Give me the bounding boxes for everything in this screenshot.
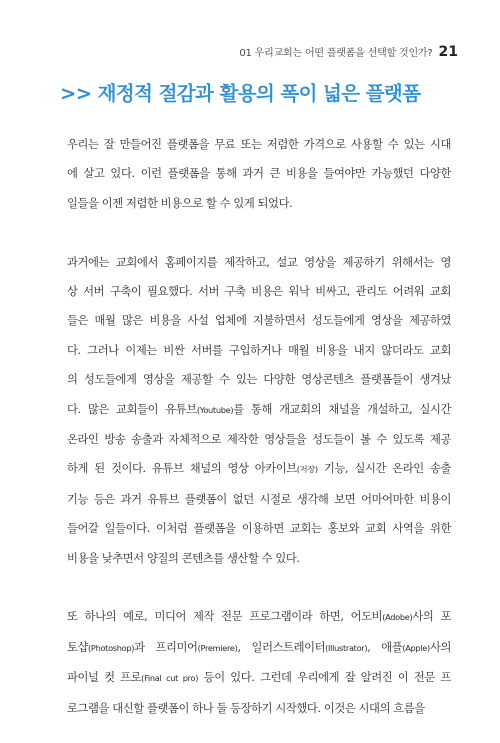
text-run: 온라인 방송 송출과 자체적으로 제작한 영상들을 성도들이 볼 수 있도록 제공 xyxy=(67,433,451,447)
running-title: 01 우리교회는 어떤 플랫폼을 선택할 것인가? xyxy=(239,48,433,59)
text-line xyxy=(67,663,451,693)
page-number: 21 xyxy=(438,44,458,60)
text-run: 에 살고 있다. 이런 플랫폼을 통해 과거 큰 비용을 들여야만 가능했던 다양한 xyxy=(67,167,451,181)
text-line xyxy=(67,365,451,394)
paragraph xyxy=(67,130,451,218)
text-run: 다. 많은 교회들이 유튜브 xyxy=(67,402,197,416)
text-run: 들은 매월 많은 비용을 사설 업체에 지불하면서 성도들에게 영상을 제공하였 xyxy=(67,314,451,328)
text-line xyxy=(67,544,451,573)
text-run: 기능 등은 과거 유튜브 플랫폼이 없던 시절로 생각해 보면 어마어마한 비용이 xyxy=(67,492,451,506)
text-run: 하게 된 것이다. 유튜브 채널의 영상 아카이브 xyxy=(67,462,297,476)
inline-note: (Photoshop) xyxy=(88,642,135,653)
text-line xyxy=(67,189,451,218)
text-line xyxy=(67,277,451,306)
inline-note: (저장) xyxy=(296,464,318,475)
text-run: 일들을 이젠 저렴한 비용으로 할 수 있게 되었다. xyxy=(67,196,293,210)
inline-note: (Apple) xyxy=(402,642,430,653)
text-line xyxy=(67,454,451,484)
text-run: 사의 xyxy=(429,640,451,654)
text-line xyxy=(67,159,451,188)
text-run: 우리는 잘 만들어진 플랫폼을 무료 또는 저렴한 가격으로 사용할 수 있는 시대 xyxy=(67,138,451,151)
inline-note: (Adobe) xyxy=(382,612,413,623)
inline-note: (Premiere) xyxy=(197,642,238,653)
section-heading: >> 재정적 절감과 활용의 폭이 넓은 플랫폼 xyxy=(60,82,421,105)
body-text xyxy=(67,130,451,723)
text-run: 로그램을 대신할 플랫폼이 하나 둘 등장하기 시작했다. 이것은 시대의 흐름을 xyxy=(67,701,425,715)
running-header xyxy=(239,44,458,60)
text-run: 상 서버 구축이 필요했다. 서버 구축 비용은 워낙 비싸고, 관리도 어려워 교회 xyxy=(67,285,451,299)
text-line xyxy=(67,425,451,454)
paragraph xyxy=(67,602,451,723)
text-run: 파이널 컷 프로 xyxy=(67,671,142,685)
text-line xyxy=(67,306,451,335)
inline-note: (Youtube) xyxy=(196,404,234,415)
text-run: 과 프리미어 xyxy=(134,640,198,654)
text-line xyxy=(67,485,451,514)
text-line xyxy=(67,336,451,365)
text-run: 의 성도들에게 영상을 제공할 수 있는 다양한 영상콘텐츠 플랫폼들이 생겨났 xyxy=(67,373,451,387)
text-run: 사의 포 xyxy=(412,610,451,624)
text-run: 등이 있다. 그런데 우리에게 잘 알려진 이 전문 프 xyxy=(198,671,451,685)
text-run: 과거에는 교회에서 홈페이지를 제작하고, 설교 영상을 제공하기 위해서는 영 xyxy=(67,255,451,269)
inline-note: (Illustrator) xyxy=(325,642,368,653)
text-run: 를 통해 개교회의 채널을 개설하고, 실시간 xyxy=(233,402,451,416)
inline-note: (Final cut pro) xyxy=(141,673,199,684)
text-run: 기능, 실시간 온라인 송출 xyxy=(317,462,451,476)
text-line xyxy=(67,633,451,663)
text-run: 다. 그러나 이제는 비싼 서버를 구입하거나 매월 비용을 내지 않더라도 교회 xyxy=(67,343,451,357)
text-run: , 일러스트레이터 xyxy=(237,640,326,654)
text-line xyxy=(67,602,451,632)
text-line xyxy=(67,694,451,723)
text-line xyxy=(67,395,451,425)
text-run: 또 하나의 예로, 미디어 제작 전문 프로그램이라 하면, 어도비 xyxy=(67,610,383,624)
text-run: 들어갈 일들이다. 이처럼 플랫폼을 이용하면 교회는 홍보와 교회 사역을 위한 xyxy=(67,522,451,536)
paragraph xyxy=(67,248,451,573)
text-run: 토샵 xyxy=(67,640,89,654)
text-run: , 애플 xyxy=(367,640,403,654)
text-line xyxy=(67,514,451,543)
text-run: 비용을 낮추면서 양질의 콘텐츠를 생산할 수 있다. xyxy=(67,551,300,565)
text-line xyxy=(67,248,451,277)
text-line xyxy=(67,130,451,159)
